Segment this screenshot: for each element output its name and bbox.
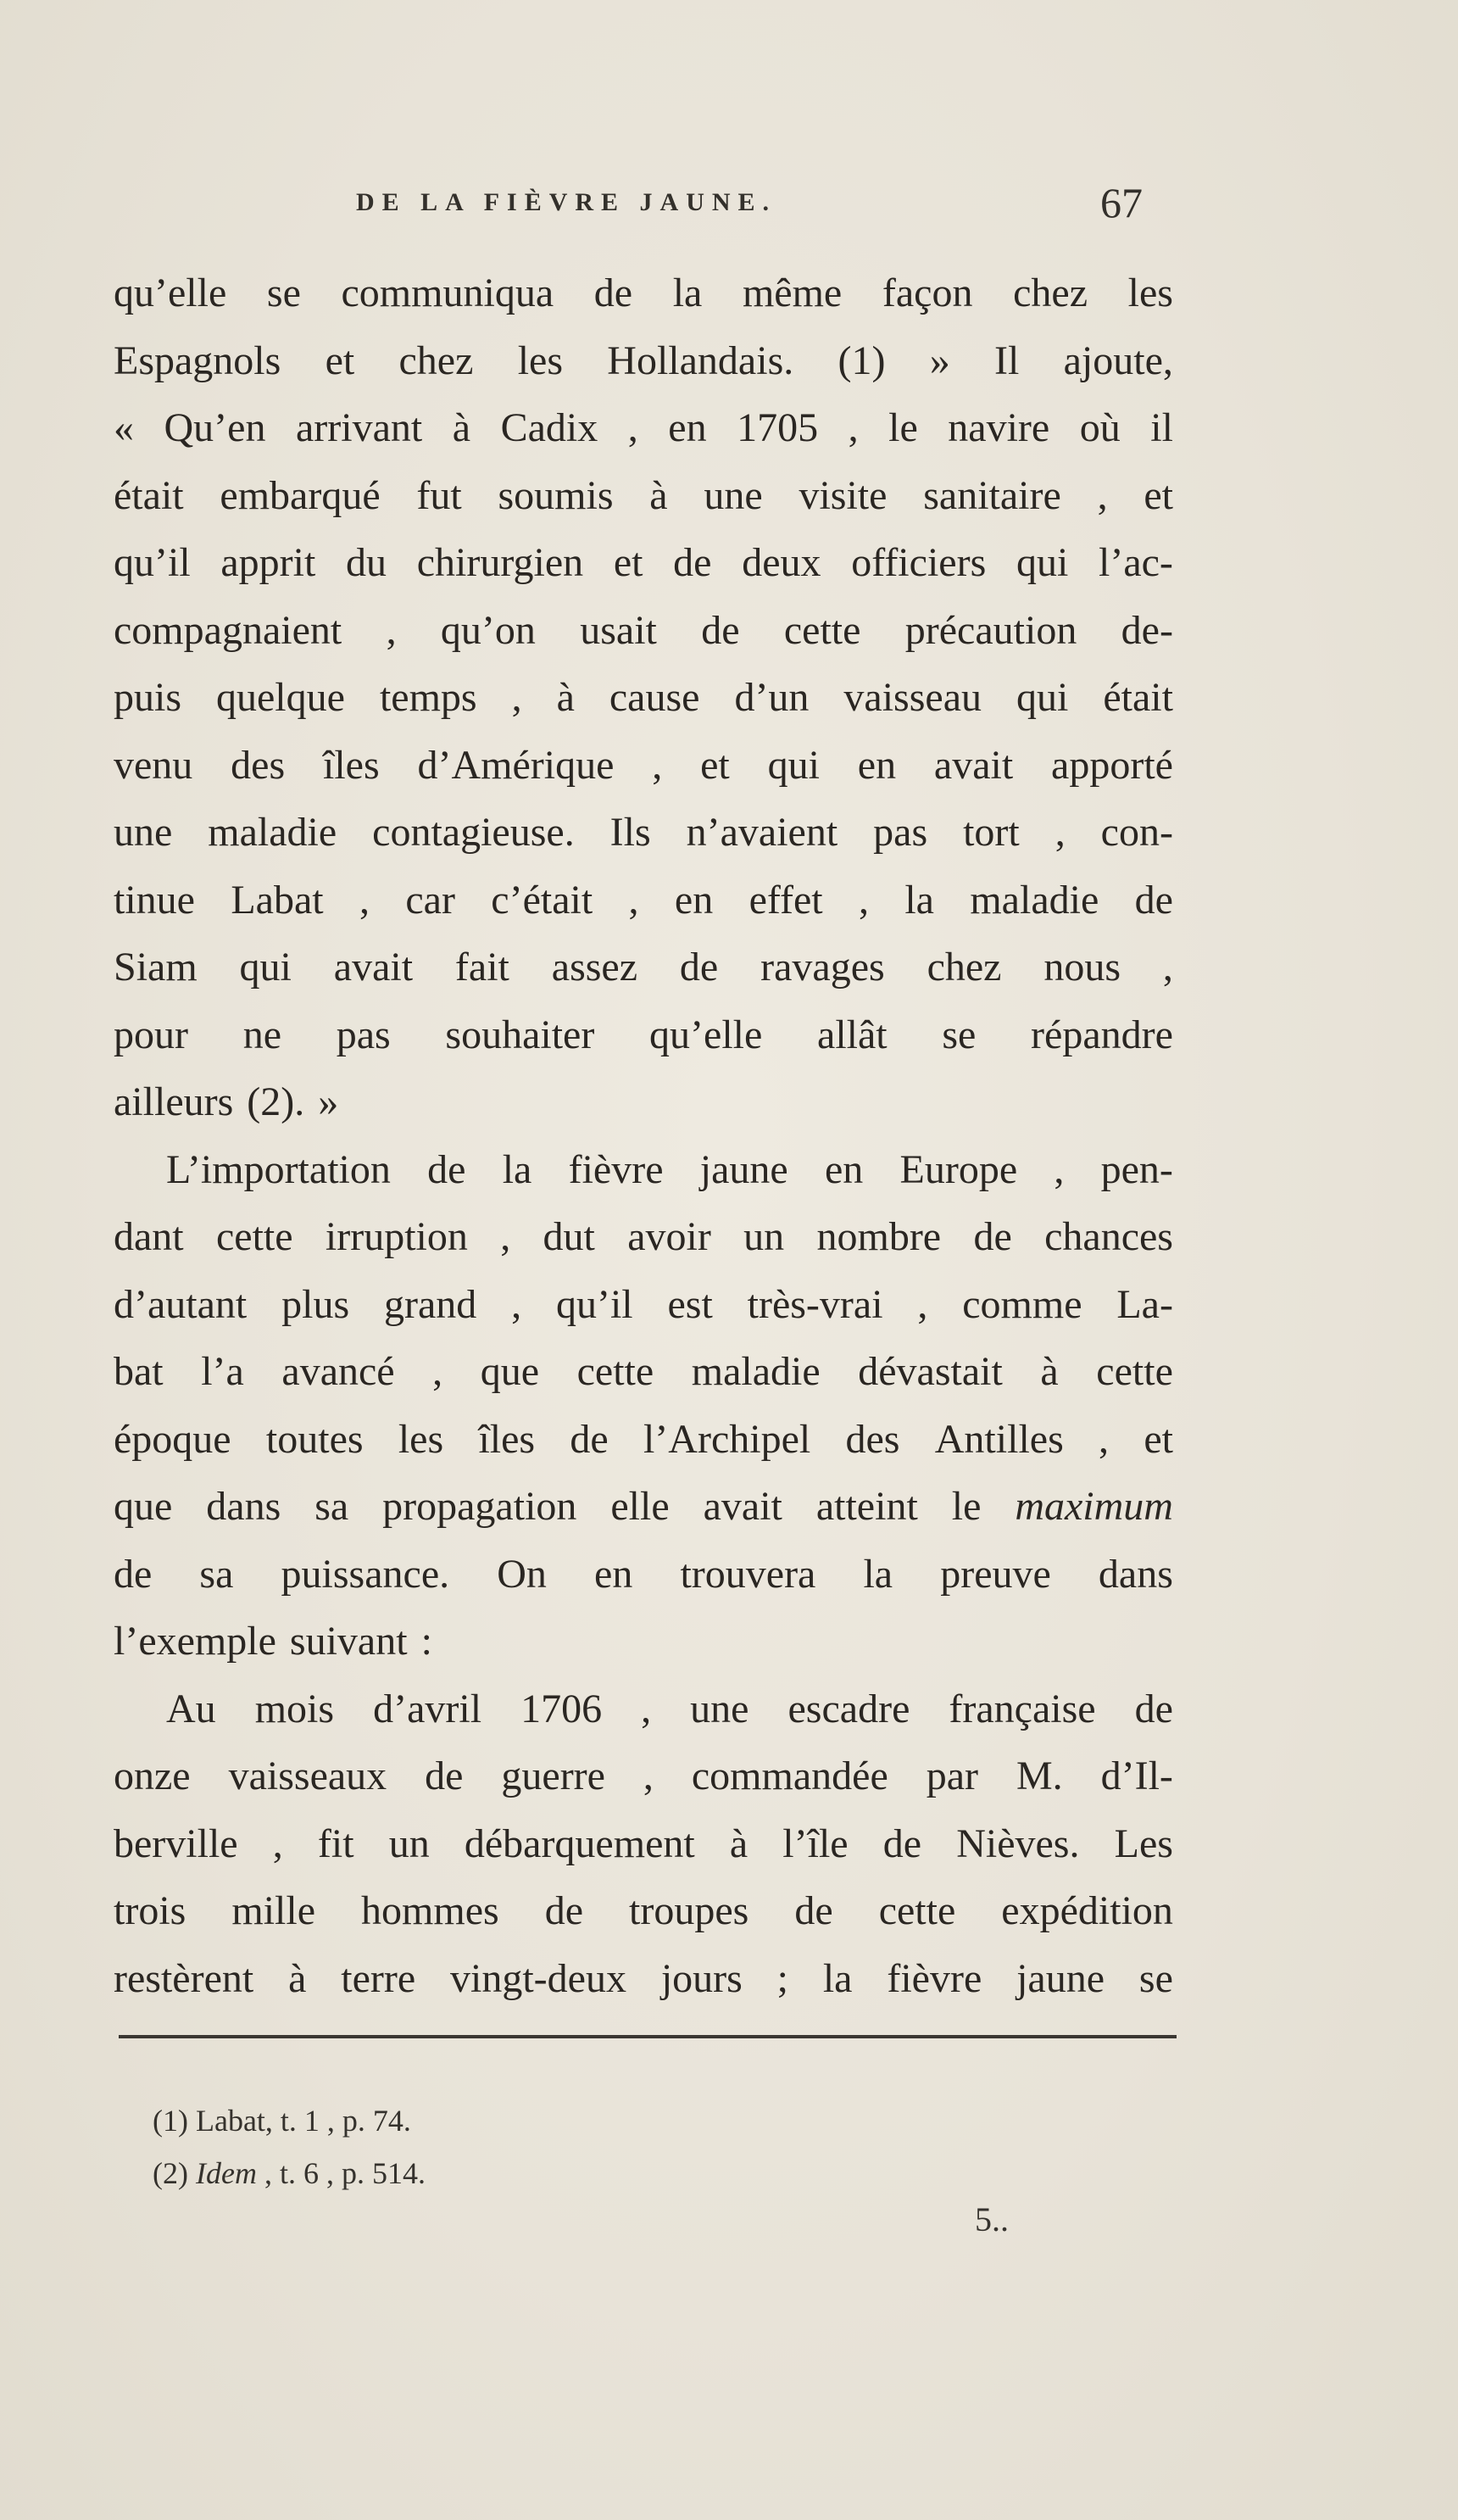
text-line: était embarqué fut soumis à une visite sanitaire , et xyxy=(114,472,1173,518)
signature-mark: 5.. xyxy=(975,2200,1009,2238)
text-line: Siam qui avait fait assez de ravages chez nous , xyxy=(114,945,1173,990)
text-line: qu’il apprit du chirurgien et de deux officiers qui l’ac- xyxy=(114,540,1173,585)
footnote-2 xyxy=(153,2147,426,2199)
text-line: dant cette irruption , dut avoir un nombre de chances xyxy=(114,1214,1173,1259)
text-line: Espagnols et chez les Hollandais. (1) » Il ajoute, xyxy=(114,337,1173,383)
footnote-1-marker: (1) xyxy=(153,2104,188,2138)
text-line: venu des îles d’Amérique , et qui en avait apporté xyxy=(114,742,1173,788)
text-line: Au mois d’avril 1706 , une escadre française de xyxy=(166,1686,1173,1731)
text-line: qu’elle se communiqua de la même façon chez les xyxy=(114,270,1173,315)
text-line: d’autant plus grand , qu’il est très-vrai , comme La- xyxy=(114,1281,1173,1327)
footnote-rule xyxy=(119,2035,1177,2038)
footnote-2-text: , t. 6 , p. 514. xyxy=(256,2156,426,2190)
footnote-2-source: Idem xyxy=(195,2156,257,2190)
text-line: ailleurs (2). » xyxy=(114,1079,339,1124)
footnote-1-text: Labat, t. 1 , p. 74. xyxy=(195,2104,411,2138)
text-line: « Qu’en arrivant à Cadix , en 1705 , le navire où il xyxy=(114,405,1173,450)
text-line: restèrent à terre vingt-deux jours ; la fièvre jaune se xyxy=(114,1955,1173,2001)
text-line: tinue Labat , car c’était , en effet , la maladie de xyxy=(114,877,1173,923)
text-line: que dans sa propagation elle avait atteint le maximum xyxy=(114,1484,1173,1529)
text-line: époque toutes les îles de l’Archipel des Antilles , et xyxy=(114,1416,1173,1462)
text-line: pour ne pas souhaiter qu’elle allât se répandre xyxy=(114,1012,1173,1057)
text-line: de sa puissance. On en trouvera la preuve dans xyxy=(114,1551,1173,1597)
page-number: 67 xyxy=(1100,179,1143,226)
text-line: une maladie contagieuse. Ils n’avaient pas tort , con- xyxy=(114,810,1173,855)
footnote-2-marker: (2) xyxy=(153,2156,188,2190)
text-line: l’exemple suivant : xyxy=(114,1619,432,1664)
running-title: DE LA FIÈVRE JAUNE. xyxy=(356,188,777,216)
text-line: L’importation de la fièvre jaune en Europe , pen- xyxy=(166,1146,1173,1192)
text-line: compagnaient , qu’on usait de cette précaution de- xyxy=(114,607,1173,653)
text-line: trois mille hommes de troupes de cette expédition xyxy=(114,1888,1173,1933)
text-line: bat l’a avancé , que cette maladie dévastait à cette xyxy=(114,1349,1173,1394)
body-text xyxy=(114,259,1173,2012)
text-line: puis quelque temps , à cause d’un vaisseau qui était xyxy=(114,675,1173,720)
footnotes xyxy=(153,2094,426,2199)
text-line: berville , fit un débarquement à l’île de Nièves. Les xyxy=(114,1820,1173,1866)
footnote-1 xyxy=(153,2094,426,2147)
text-line: onze vaisseaux de guerre , commandée par M. d’Il- xyxy=(114,1753,1173,1798)
